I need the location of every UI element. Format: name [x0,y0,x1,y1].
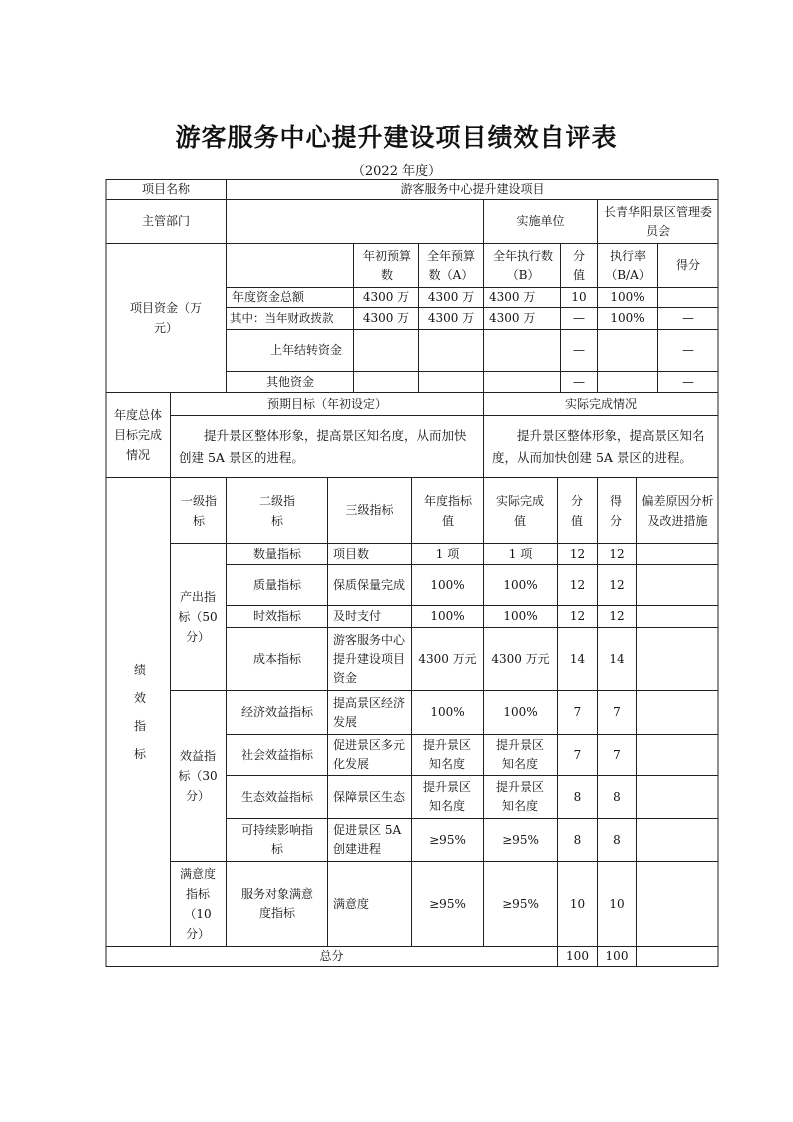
funds-cell: 4300 万 [427,290,475,304]
perf-note [637,606,718,627]
funds-cell: — [682,311,694,325]
funds-cell: — [682,343,694,357]
funds-cell: 4300 万 [489,290,536,304]
perf-l2: 社会效益指标 [240,747,313,762]
perf-target: 提升景区知名度 [422,738,471,771]
funds-cell: — [573,374,585,389]
perf-score: 7 [573,747,582,762]
funds-row-name: 其中：当年财政拨款 [230,311,334,325]
perf-l3: 及时支付 [333,609,382,623]
funds-header: 全年预算数（A） [426,248,475,282]
perf-actual: 100% [503,705,538,719]
perf-header: 分值 [570,493,583,528]
perf-actual: 4300 万元 [491,651,550,666]
unit-label: 实施单位 [516,214,565,228]
perf-l3: 项目数 [333,546,370,561]
project-name: 游客服务中心提升建设项目 [400,182,545,196]
perf-got: 12 [609,546,625,561]
perf-score: 14 [569,651,586,666]
perf-target: ≥95% [429,896,466,911]
funds-cell [484,372,560,392]
perf-header: 一级指标 [180,493,217,528]
perf-score: 8 [573,789,582,804]
perf-l2: 服务对象满意度指标 [240,887,313,920]
year-label: （2022 年度） [351,164,442,179]
perf-actual: ≥95% [502,832,539,847]
perf-l2: 成本指标 [252,651,301,666]
perf-actual: 提升景区知名度 [495,780,544,813]
perf-note [637,544,718,564]
perf-got: 8 [613,789,621,804]
perf-l3: 保障景区生态 [333,789,406,804]
perf-header: 三级指标 [345,503,394,517]
perf-l3: 满意度 [333,896,370,911]
funds-cell [419,330,483,371]
perf-target: 100% [430,705,465,719]
perf-got: 7 [613,705,621,719]
funds-cell [658,288,718,307]
funds-cell: 10 [571,290,587,304]
funds-row-name: 年度资金总额 [232,290,305,304]
funds-row-name: 其他资金 [265,374,314,389]
perf-header: 年度指标值 [423,493,472,528]
goals-label: 年度总体目标完成情况 [113,408,162,462]
project-name-label: 项目名称 [141,182,190,196]
perf-note [637,735,718,775]
perf-target: 100% [430,609,465,623]
perf-score: 8 [573,832,582,847]
funds-cell: 100% [610,290,645,304]
perf-actual: 1 项 [508,546,533,561]
goals-expected-header: 预期目标（年初设定） [266,396,387,411]
perf-score: 12 [569,609,586,623]
perf-header: 二级指标 [258,493,295,528]
funds-cell: — [682,374,694,389]
perf-group-name: 效益指标（30分） [178,749,218,803]
perf-actual: 100% [503,577,538,592]
funds-cell [354,372,418,392]
total-got: 100 [605,949,629,963]
perf-note [637,819,718,861]
perf-label: 绩效指标 [133,663,146,761]
perf-group-name: 满意度指标（10分） [179,867,216,941]
perf-actual: ≥95% [502,896,539,911]
funds-cell: 4300 万 [427,311,475,325]
perf-l3: 游客服务中心提升建设项目资金 [333,632,406,685]
perf-got: 7 [613,747,621,762]
perf-header: 得分 [609,493,622,528]
perf-got: 12 [609,609,625,623]
dept-value [227,200,483,243]
perf-score: 10 [569,896,586,911]
perf-note [637,628,718,690]
perf-actual: 提升景区知名度 [495,738,544,771]
perf-header: 偏差原因分析及改进措施 [641,493,714,528]
funds-cell [484,330,560,371]
perf-actual: 100% [503,609,538,623]
funds-cell: — [573,311,585,325]
perf-got: 10 [609,896,625,911]
funds-cell: 100% [610,311,645,325]
perf-got: 14 [609,651,625,666]
funds-row-name: 上年结转资金 [269,343,342,357]
perf-got: 12 [609,577,625,592]
funds-cell [354,330,418,371]
perf-l2: 质量指标 [252,577,301,592]
perf-note [637,565,718,605]
goals-actual-header: 实际完成情况 [564,396,637,411]
total-score: 100 [566,949,589,963]
perf-l2: 经济效益指标 [240,705,313,719]
perf-l3: 提高景区经济发展 [333,695,406,729]
funds-cell: 4300 万 [362,311,410,325]
funds-cell [598,330,657,371]
perf-header: 实际完成值 [495,493,544,528]
dept-label: 主管部门 [141,214,190,228]
perf-l2: 时效指标 [252,609,301,623]
funds-cell: 4300 万 [489,311,536,325]
funds-header: 执行率（B/A） [605,248,651,282]
perf-note [637,776,718,818]
perf-target: 提升景区知名度 [422,780,471,813]
perf-group-name: 产出指标（50分） [178,590,218,644]
funds-label: 项目资金（万元） [129,301,202,335]
perf-target: ≥95% [429,832,466,847]
perf-l3: 保质保量完成 [333,577,406,592]
funds-cell [419,372,483,392]
perf-l2: 生态效益指标 [240,789,313,804]
funds-cell: 4300 万 [362,290,410,304]
perf-l2: 可持续影响指标 [240,823,313,856]
perf-l3: 促进景区 5A 创建进程 [333,823,402,856]
funds-header: 得分 [675,258,700,272]
funds-header: 分值 [572,248,585,282]
perf-target: 1 项 [435,546,460,561]
perf-score: 12 [569,546,586,561]
perf-target: 4300 万元 [418,651,477,666]
total-label: 总分 [319,949,344,963]
goals-actual: 提升景区整体形象，提高景区知名度，从而加快创建 5A 景区的进程。 [492,427,705,465]
unit-value: 长青华阳景区管理委员会 [603,204,712,238]
perf-note [637,691,718,734]
funds-cell: — [573,343,585,357]
funds-header: 全年执行数（B） [492,248,553,282]
perf-target: 100% [430,577,465,592]
funds-cell [598,372,657,392]
perf-note [637,862,718,946]
goals-expected: 提升景区整体形象，提高景区知名度，从而加快创建 5A 景区的进程。 [179,427,467,465]
funds-header: 年初预算数 [362,248,411,282]
perf-score: 12 [569,577,586,592]
perf-got: 8 [613,832,621,847]
perf-l3: 促进景区多元化发展 [333,738,406,771]
page-title: 游客服务中心提升建设项目绩效自评表 [175,123,618,152]
perf-l2: 数量指标 [252,546,301,561]
perf-score: 7 [573,705,582,719]
